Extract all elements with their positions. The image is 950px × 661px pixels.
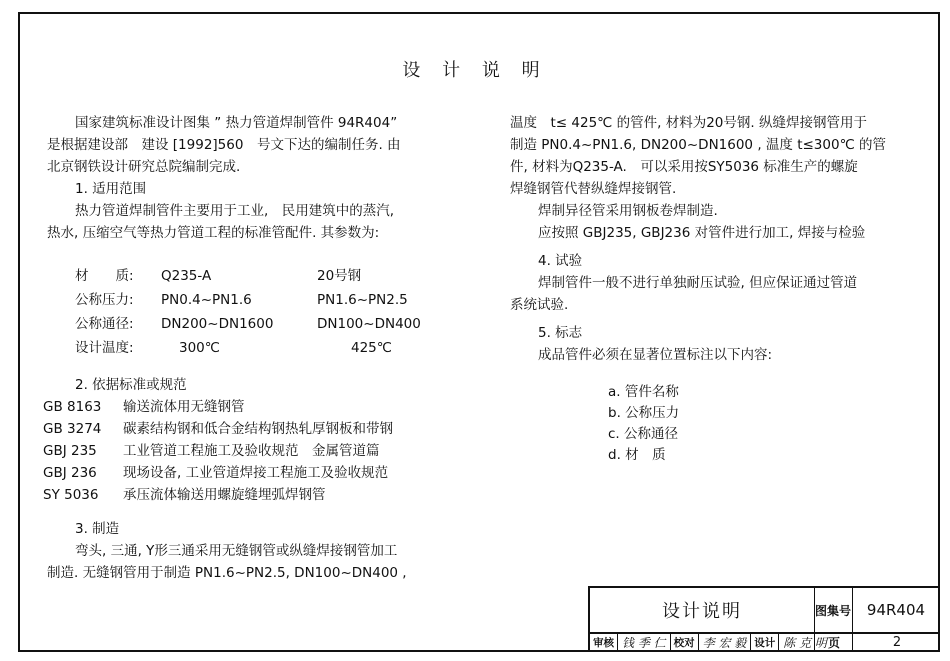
intro-line: 是根据建设部 建设 [1992]560 号文下达的编制任务. 由 [47,137,401,153]
title-block [588,586,940,652]
standard-code: GB 3274 [43,421,102,437]
scope-line: 热力管道焊制管件主要用于工业, 民用建筑中的蒸汽, [75,203,395,219]
scope-line: 热水, 压缩空气等热力管道工程的标准管配件. 其参数为: [47,225,380,241]
standard-item [43,396,467,418]
standard-name: 输送流体用无缝钢管 [123,399,245,415]
standard-code: GB 8163 [43,399,102,415]
standard-name: 碳素结构钢和低合金结构钢热轧厚钢板和带钢 [123,421,393,437]
manufacture-cont-line: 制造 PN0.4~PN1.6, DN200~DN1600 , 温度 t≤300℃ 的管 [510,137,887,153]
param-value: 300℃ [179,340,220,356]
param-value: Q235-A [161,268,212,284]
marking-list [510,382,910,466]
marking-item: b. 公称压力 [608,405,680,421]
manufacture-cont-line: 温度 t≤ 425℃ 的管件, 材料为20号钢. 纵缝焊接钢管用于 [510,115,867,131]
param-row [47,264,467,288]
manufacture-cont-line: 件, 材料为Q235-A. 可以采用按SY5036 标准生产的螺旋 [510,159,858,175]
drawing-name: 设计说明 [590,588,815,632]
standard-name: 承压流体输送用螺旋缝埋弧焊钢管 [123,487,326,503]
manufacture-extra-line: 焊制异径管采用钢板卷焊制造. [538,203,718,219]
param-value: DN100~DN400 [317,316,421,332]
section-heading-manufacture: 3. 制造 [75,521,120,537]
standard-name: 工业管道工程施工及验收规范 金属管道篇 [123,443,380,459]
intro-line: 北京钢铁设计研究总院编制完成. [47,159,241,175]
atlas-number-label: 图集号 [814,588,853,632]
right-column [510,112,910,466]
standards-list [43,396,467,506]
param-value: PN1.6~PN2.5 [317,292,408,308]
check-label: 校对 [673,636,695,649]
intro-line: 国家建筑标准设计图集 ” 热力管道焊制管件 94R404” [75,115,398,131]
standard-item [43,418,467,440]
page-number: 2 [852,632,941,652]
marking-line: 成品管件必须在显著位置标注以下内容: [538,347,773,363]
marking-item: a. 管件名称 [608,384,679,400]
atlas-number: 94R404 [866,601,926,619]
manufacture-cont-line: 焊缝钢管代替纵缝焊接钢管. [510,181,677,197]
param-key: 材 质: [75,268,134,284]
param-row [47,312,467,336]
section-heading-test: 4. 试验 [538,253,583,269]
page-title: 设 计 说 明 [402,60,548,81]
title-block-signature-row [590,632,940,652]
section-heading-scope: 1. 适用范围 [75,181,147,197]
review-label: 审核 [593,636,614,649]
check-signature: 李 宏 毅 [702,635,747,650]
title-block-top-row [590,588,940,634]
section-heading-standards: 2. 依据标准或规范 [75,377,187,393]
manufacture-extra-line: 应按照 GBJ235, GBJ236 对管件进行加工, 焊接与检验 [538,225,866,241]
param-key: 设计温度: [75,340,134,356]
param-key: 公称通径: [75,316,134,332]
param-value: PN0.4~PN1.6 [161,292,252,308]
marking-item: d. 材 质 [608,447,666,463]
param-row [47,336,467,360]
param-value: 425℃ [351,340,392,356]
marking-item: c. 公称通径 [608,426,679,442]
design-signature: 陈 克 明 [783,635,827,650]
review-signature: 钱 季 仁 [622,635,666,650]
standard-item [43,484,467,506]
param-key: 公称压力: [75,292,134,308]
manufacture-line: 制造. 无缝钢管用于制造 PN1.6~PN2.5, DN100~DN400 , [47,565,407,581]
param-row [47,288,467,312]
standard-code: SY 5036 [43,487,99,503]
standard-code: GBJ 235 [43,443,97,459]
standard-name: 现场设备, 工业管道焊接工程施工及验收规范 [123,465,389,481]
manufacture-line: 弯头, 三通, Y形三通采用无缝钢管或纵缝焊接钢管加工 [75,543,398,559]
section-heading-marking: 5. 标志 [538,325,583,341]
param-value: 20号钢 [317,268,362,284]
standard-code: GBJ 236 [43,465,97,481]
left-column [43,112,467,584]
parameter-table [47,264,467,360]
standard-item [43,440,467,462]
test-line: 焊制管件一般不进行单独耐压试验, 但应保证通过管道 [538,275,858,291]
page-label: 页 [814,632,853,652]
test-line: 系统试验. [510,297,569,313]
param-value: DN200~DN1600 [161,316,274,332]
design-label: 设计 [754,636,776,649]
standard-item [43,462,467,484]
